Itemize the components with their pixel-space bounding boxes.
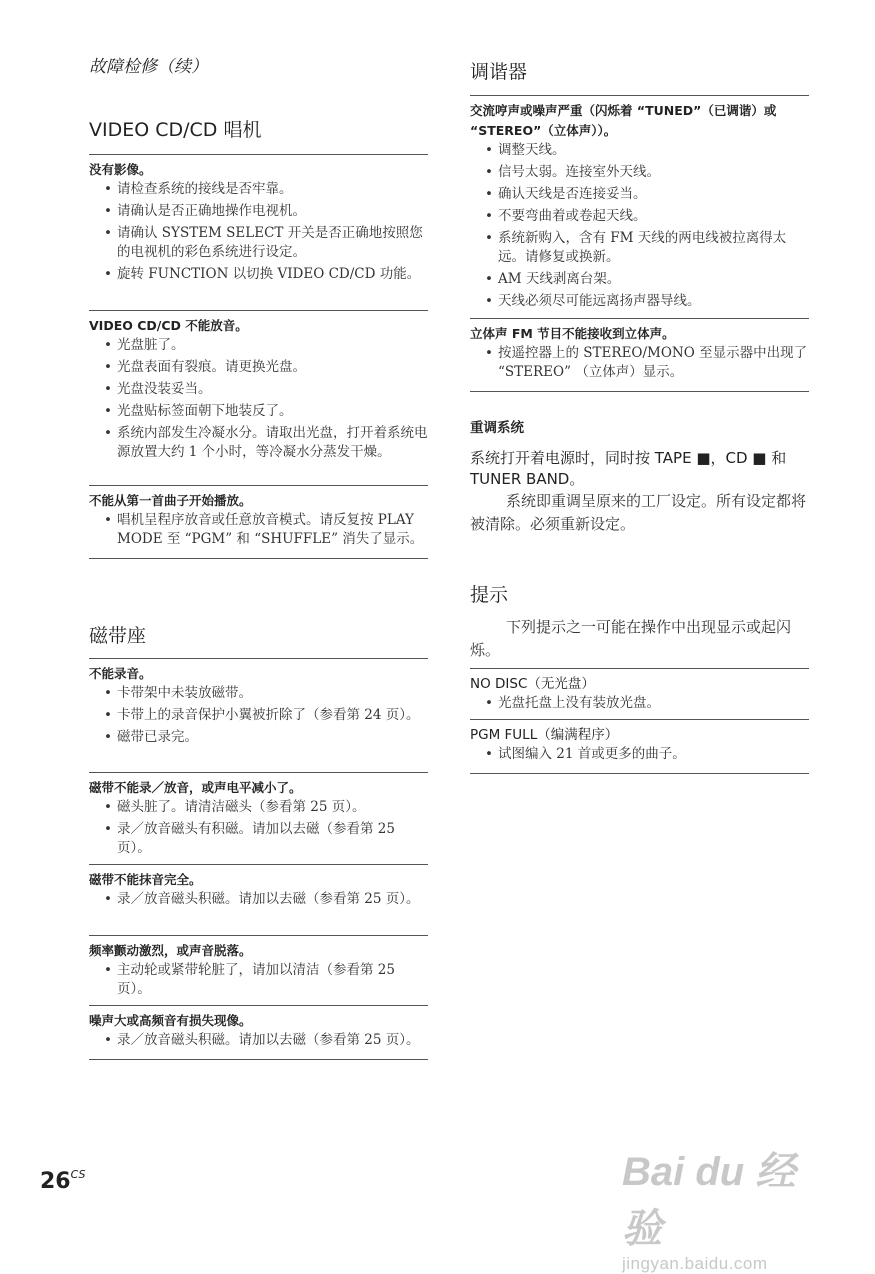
group-first-track [89, 485, 428, 559]
watermark-url: jingyan.baidu.com [622, 1254, 768, 1273]
baidu-watermark [622, 1140, 832, 1273]
list-item: • 磁带已录完。 [89, 728, 428, 747]
page-number-value: 26 [40, 1169, 71, 1194]
list-item: • 调整天线。 [470, 141, 809, 160]
list-item: • 唱机呈程序放音或任意放音模式。请反复按 PLAY MODE 至 “PGM” 和 “SHUFFLE” 消失了显示。 [89, 511, 428, 549]
group-erase [89, 864, 428, 912]
list-item: • 卡带架中未装放磁带。 [89, 684, 428, 703]
group-heading: 磁带不能抹音完全。 [89, 872, 202, 887]
group-stereo [470, 318, 809, 392]
group-heading: 磁带不能录／放音，或声电平减小了。 [89, 780, 302, 795]
group-heading: VIDEO CD/CD 不能放音。 [89, 318, 248, 333]
group-heading: 不能录音。 [89, 666, 152, 681]
page-number [40, 1168, 86, 1194]
list-item: • 请确认是否正确地操作电视机。 [89, 202, 428, 221]
watermark-brand: Bai du 经验 [622, 1150, 796, 1251]
reset-body: 系统即重调呈原来的工厂设定。所有设定都将被清除。必须重新设定。 [470, 492, 807, 533]
list-item: • 光盘脏了。 [89, 336, 428, 355]
list-item: • 天线必须尽可能远离扬声器导线。 [470, 292, 809, 311]
group-heading: 立体声 FM 节目不能接收到立体声。 [470, 326, 675, 341]
list-item: • 试图编入 21 首或更多的曲子。 [470, 745, 809, 764]
list-item: • 光盘托盘上没有装放光盘。 [470, 694, 809, 713]
section-title-videocd: VIDEO CD/CD 唱机 [89, 119, 262, 141]
section-title-reset: 重调系统 [470, 420, 524, 436]
list-item: • 系统内部发生冷凝水分。请取出光盘，打开着系统电源放置大约 1 个小时，等冷凝水分蒸发干燥。 [89, 424, 428, 462]
group-heading: 没有影像。 [89, 162, 152, 177]
section-title-tape: 磁带座 [89, 625, 147, 647]
group-heading: NO DISC（无光盘） [470, 676, 595, 692]
list-item: • 按遥控器上的 STEREO/MONO 至显示器中出现了 “STEREO” （立体声）显示。 [470, 344, 809, 382]
group-pgm-full [470, 719, 809, 774]
group-low-level [89, 772, 428, 861]
group-no-record [89, 658, 428, 750]
group-noise [89, 1005, 428, 1060]
list-item: • 信号太弱。连接室外天线。 [470, 163, 809, 182]
continued-heading: 故障检修（续） [89, 57, 208, 77]
reset-instruction: 系统打开着电源时，同时按 TAPE ■，CD ■ 和 TUNER BAND。 [470, 449, 787, 488]
list-item: • 卡带上的录音保护小翼被折除了（参看第 24 页）。 [89, 706, 428, 725]
list-item: • 光盘表面有裂痕。请更换光盘。 [89, 358, 428, 377]
group-heading: PGM FULL（编满程序） [470, 727, 619, 743]
list-item: • 磁头脏了。请清洁磁头（参看第 25 页）。 [89, 798, 428, 817]
group-no-picture [89, 154, 428, 287]
list-item: • AM 天线剥离台架。 [470, 270, 809, 289]
group-hum-noise [470, 95, 809, 314]
list-item: • 请确认 SYSTEM SELECT 开关是否正确地按照您的电视机的彩色系统进行设定。 [89, 224, 428, 262]
section-title-hints: 提示 [470, 584, 509, 606]
list-item: • 录／放音磁头有积磁。请加以去磁（参看第 25 页）。 [89, 820, 428, 858]
group-heading: 交流哼声或噪声严重（闪烁着 “TUNED”（已调谐）或 “STEREO”（立体声））。 [470, 103, 777, 138]
list-item: • 系统新购入，含有 FM 天线的两电线被拉离得太远。请修复或换新。 [470, 229, 809, 267]
list-item: • 录／放音磁头积磁。请加以去磁（参看第 25 页）。 [89, 890, 428, 909]
group-heading: 频率颤动激烈，或声音脱落。 [89, 943, 252, 958]
list-item: • 光盘贴标签面朝下地装反了。 [89, 402, 428, 421]
group-heading: 噪声大或高频音有损失现像。 [89, 1013, 252, 1028]
list-item: • 请检查系统的接线是否牢靠。 [89, 180, 428, 199]
group-wow-flutter [89, 935, 428, 1002]
group-no-playback [89, 310, 428, 465]
list-item: • 确认天线是否连接妥当。 [470, 185, 809, 204]
page-number-suffix: CS [70, 1168, 86, 1181]
group-heading: 不能从第一首曲子开始播放。 [89, 493, 252, 508]
group-no-disc [470, 668, 809, 716]
list-item: • 旋转 FUNCTION 以切换 VIDEO CD/CD 功能。 [89, 265, 428, 284]
list-item: • 不要弯曲着或卷起天线。 [470, 207, 809, 226]
section-title-tuner: 调谐器 [470, 61, 528, 83]
hints-intro: 下列提示之一可能在操作中出现显示或起闪烁。 [470, 618, 792, 659]
list-item: • 光盘没装妥当。 [89, 380, 428, 399]
list-item: • 录／放音磁头积磁。请加以去磁（参看第 25 页）。 [89, 1031, 428, 1050]
list-item: • 主动轮或紧带轮脏了，请加以清洁（参看第 25 页）。 [89, 961, 428, 999]
